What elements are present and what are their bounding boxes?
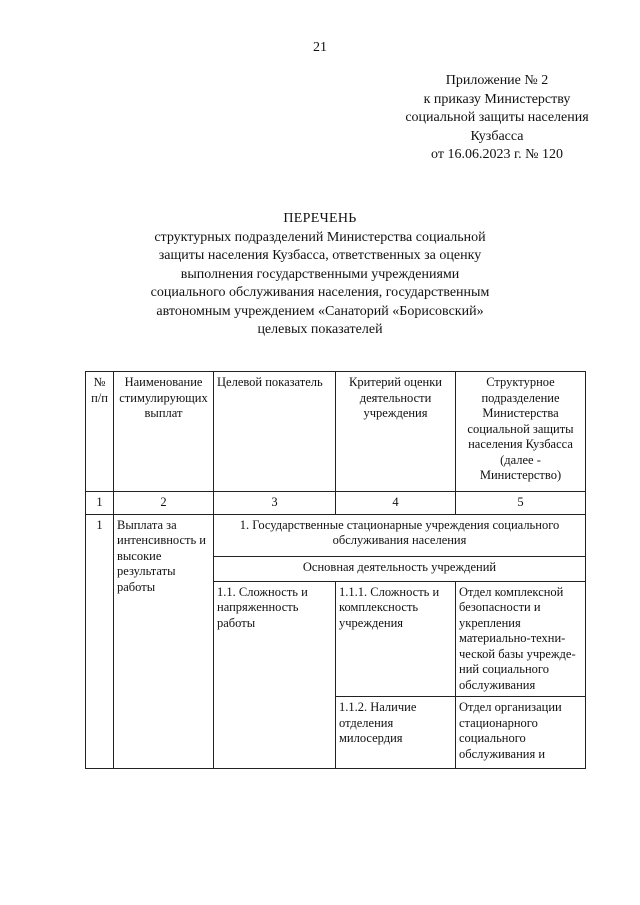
- header-cell-indicator: Целевой показатель: [214, 372, 336, 492]
- column-numbers-row: [86, 492, 586, 515]
- appendix-line: социальной защиты населения: [405, 110, 589, 125]
- header-cell-payment: Наименование стимулирующих выплат: [114, 372, 214, 492]
- column-number-cell: 3: [214, 492, 336, 515]
- table-header-row: [86, 372, 586, 492]
- appendix-line: Приложение № 2: [445, 73, 549, 88]
- criterion-cell: 1.1.1. Сложность и комплексность учреждения: [336, 581, 456, 697]
- appendix-line: к приказу Министерству: [423, 91, 571, 107]
- column-number-cell: 4: [336, 492, 456, 515]
- indicator-cell: 1.1. Сложность и напряженность работы: [214, 581, 336, 769]
- group-title-cell: 1. Государственные стационарные учреждения социального обслуживания населения: [214, 514, 586, 556]
- appendix-block: [378, 72, 616, 165]
- department-cell: Отдел комплексной безопасности и укрепления материально-техни-ческой базы учрежде-ний социального обслуживания: [456, 581, 586, 697]
- header-cell-criterion: Критерий оценки деятельности учреждения: [336, 372, 456, 492]
- document-heading: [120, 210, 520, 340]
- appendix-line: Кузбасса: [470, 128, 524, 144]
- page-number: 21: [313, 40, 327, 55]
- header-cell-number: № п/п: [86, 372, 114, 492]
- row-number-cell: 1: [86, 514, 114, 769]
- heading-line: защиты населения Кузбасса, ответственных за оценку: [158, 248, 482, 263]
- column-number-cell: 2: [114, 492, 214, 515]
- subgroup-title-cell: Основная деятельность учреждений: [214, 556, 586, 581]
- heading-line: структурных подразделений Министерства социальной: [154, 229, 486, 245]
- heading-line: выполнения государственными учреждениями: [180, 266, 460, 282]
- heading-line: автономным учреждением «Санаторий «Борисовский»: [156, 303, 484, 319]
- payment-name-cell: Выплата за интенсивность и высокие результаты работы: [114, 514, 214, 769]
- header-cell-department: Структурное подразделение Министерства социальной защиты населения Кузбасса (далее - Министерство): [456, 372, 586, 492]
- document-title: ПЕРЕЧЕНЬ: [283, 211, 357, 226]
- departments-table: [85, 371, 586, 769]
- criterion-cell: 1.1.2. Наличие отделения милосердия: [336, 697, 456, 769]
- table-row: [86, 514, 586, 556]
- appendix-line: от 16.06.2023 г. № 120: [431, 147, 563, 162]
- heading-line: социального обслуживания населения, государственным: [150, 285, 490, 300]
- heading-line: целевых показателей: [257, 322, 383, 337]
- column-number-cell: 5: [456, 492, 586, 515]
- department-cell: Отдел организации стационарного социального обслуживания и: [456, 697, 586, 769]
- column-number-cell: 1: [86, 492, 114, 515]
